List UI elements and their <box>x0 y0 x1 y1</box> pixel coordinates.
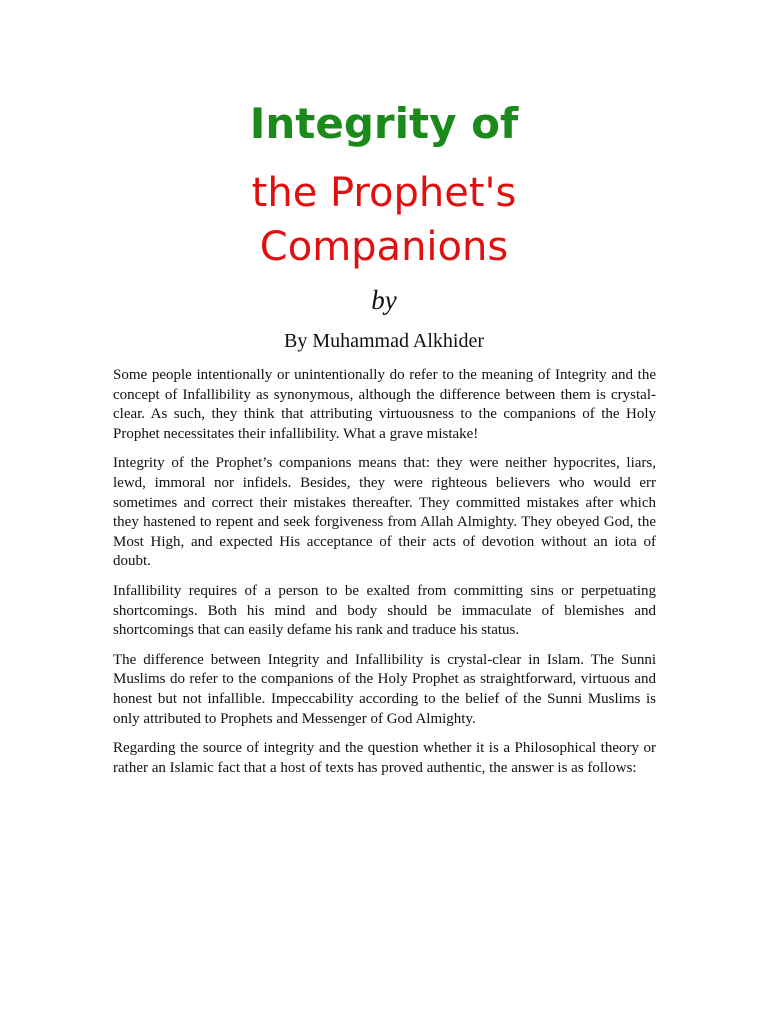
paragraph-4: The difference between Integrity and Infallibility is crystal-clear in Islam. The Sunni Muslims do refer to the companions of the Holy Prophet as straightforward, virtuous and honest but not infallible. Impeccability according to the belief of the Sunni Muslims is only attributed to Prophets and Messenger of God Almighty. <box>113 651 656 727</box>
title-line-2: the Prophet's <box>251 170 517 216</box>
title-line-1: Integrity of <box>249 99 519 148</box>
paragraph-1: Some people intentionally or unintentionally do refer to the meaning of Integrity and the concept of Infallibility as synonymous, although the difference between them is crystal-clear. As such, they think that attributing virtuousness to the companions of the Holy Prophet necessitates their infallibility. What a grave mistake! <box>113 367 656 442</box>
title-lines-2-3 <box>0 166 768 274</box>
body-text <box>113 366 656 788</box>
author-line: By Muhammad Alkhider <box>284 330 484 352</box>
by-label: by <box>371 285 397 315</box>
title-line-3: Companions <box>259 224 509 270</box>
paragraph-2: Integrity of the Prophet’s companions means that: they were neither hypocrites, liars, lewd, immoral nor infidels. Besides, they were righteous believers who would err sometimes and correct their mistakes thereafter. They committed mistakes after which they hastened to repent and seek forgiveness from Allah Almighty. They obeyed God, the Most High, and expected His acceptance of their acts of devotion without an iota of doubt. <box>113 455 656 570</box>
paragraph-3: Infallibility requires of a person to be exalted from committing sins or perpetuating shortcomings. Both his mind and body should be immaculate of blemishes and shortcomings that can easily defame his rank and traduce his status. <box>113 582 656 639</box>
paragraph-5: Regarding the source of integrity and the question whether it is a Philosophical theory or rather an Islamic fact that a host of texts has proved authentic, the answer is as follows: <box>113 740 656 776</box>
